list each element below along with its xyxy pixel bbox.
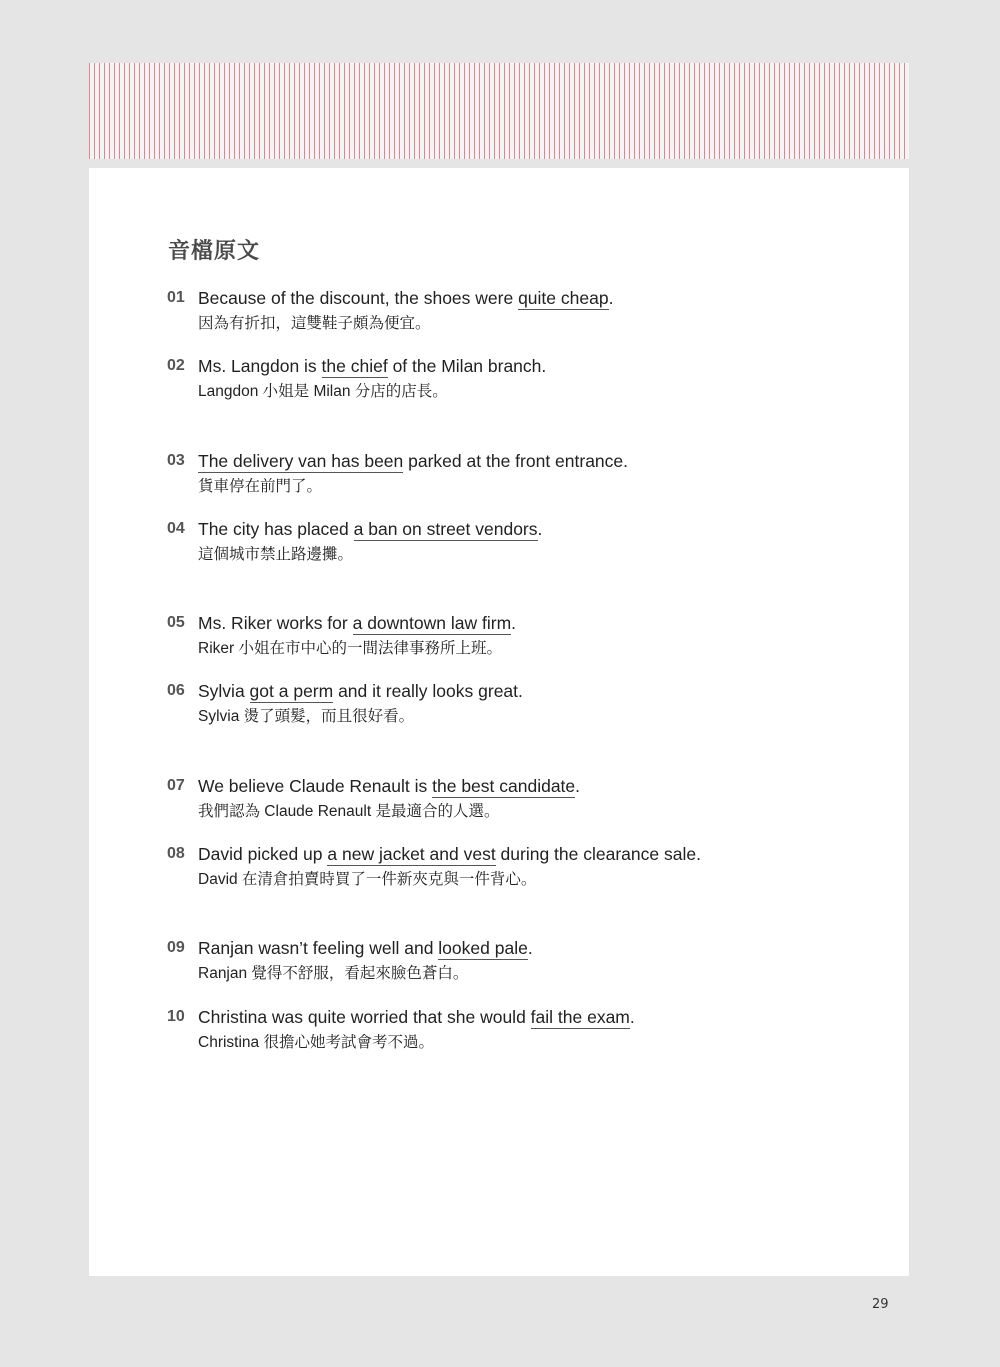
sentence-text: .: [575, 776, 581, 796]
english-sentence: [198, 355, 546, 378]
item-number: 06: [167, 682, 185, 699]
sentence-item: [89, 843, 909, 903]
sentence-text: Ranjan wasn’t feeling well and: [198, 938, 439, 958]
sentence-item: [89, 680, 909, 740]
item-number: 03: [167, 452, 185, 469]
item-number: 02: [167, 357, 185, 374]
english-sentence: [198, 518, 542, 541]
sentence-text: .: [608, 288, 614, 308]
chinese-translation: David 在清倉拍賣時買了一件新夾克與一件背心。: [198, 871, 537, 888]
sentence-text: .: [511, 613, 517, 633]
sentence-item: [89, 450, 909, 510]
item-number: 07: [167, 777, 185, 794]
sentence-text: Sylvia: [198, 681, 250, 701]
sentence-text: Ms. Riker works for: [198, 613, 353, 633]
sentence-text: and it really looks great.: [333, 681, 523, 701]
sentence-item: [89, 1006, 909, 1066]
sentence-text: Because of the discount, the shoes were: [198, 288, 519, 308]
english-sentence: [198, 680, 523, 703]
sentence-text: We believe Claude Renault is: [198, 776, 433, 796]
sentence-text: parked at the front entrance.: [403, 451, 629, 471]
chinese-translation: Ranjan 覺得不舒服，看起來臉色蒼白。: [198, 965, 469, 982]
underlined-answer: The delivery van has been: [198, 451, 404, 471]
sentence-text: David picked up: [198, 844, 328, 864]
sentence-text: during the clearance sale.: [495, 844, 701, 864]
underlined-answer: got a perm: [249, 681, 334, 701]
sentence-item: [89, 937, 909, 997]
sentence-list: [89, 168, 909, 1276]
item-number: 01: [167, 289, 185, 306]
page-number: 29: [872, 1297, 889, 1312]
sentence-text: .: [537, 519, 543, 539]
item-number: 08: [167, 845, 185, 862]
sentence-item: [89, 287, 909, 347]
english-sentence: [198, 1006, 635, 1029]
english-sentence: [198, 612, 516, 635]
sentence-text: Christina was quite worried that she would: [198, 1007, 531, 1027]
underlined-answer: a ban on street vendors: [353, 519, 538, 539]
english-sentence: [198, 843, 701, 866]
item-number: 10: [167, 1008, 185, 1025]
chinese-translation: Riker 小姐在市中心的一間法律事務所上班。: [198, 640, 502, 657]
chinese-translation: 因為有折扣，這雙鞋子頗為便宜。: [198, 315, 431, 332]
chinese-translation: 貨車停在前門了。: [198, 478, 323, 495]
item-number: 05: [167, 614, 185, 631]
underlined-answer: looked pale: [438, 938, 528, 958]
english-sentence: [198, 450, 628, 473]
chinese-translation: Sylvia 燙了頭髮，而且很好看。: [198, 708, 415, 725]
sentence-text: .: [629, 1007, 635, 1027]
underlined-answer: quite cheap: [518, 288, 609, 308]
sentence-text: .: [527, 938, 533, 958]
sentence-text: The city has placed: [198, 519, 354, 539]
content-page: [89, 168, 909, 1276]
chinese-translation: 這個城市禁止路邊攤。: [198, 546, 354, 563]
chinese-translation: Christina 很擔心她考試會考不過。: [198, 1034, 434, 1051]
sentence-item: [89, 355, 909, 415]
underlined-answer: fail the exam: [530, 1007, 630, 1027]
english-sentence: [198, 937, 533, 960]
english-sentence: [198, 287, 613, 310]
sentence-text: Ms. Langdon is: [198, 356, 322, 376]
chinese-translation: Langdon 小姐是 Milan 分店的店長。: [198, 383, 448, 400]
underlined-answer: the best candidate: [432, 776, 576, 796]
underlined-answer: a new jacket and vest: [327, 844, 496, 864]
sentence-item: [89, 775, 909, 835]
section-title: 音檔原文: [168, 238, 261, 263]
underlined-answer: the chief: [321, 356, 388, 376]
chinese-translation: 我們認為 Claude Renault 是最適合的人選。: [198, 803, 500, 820]
sentence-item: [89, 518, 909, 578]
english-sentence: [198, 775, 580, 798]
item-number: 09: [167, 939, 185, 956]
underlined-answer: a downtown law firm: [352, 613, 512, 633]
sentence-item: [89, 612, 909, 672]
item-number: 04: [167, 520, 185, 537]
decorative-stripe-header: [89, 63, 909, 159]
sentence-text: of the Milan branch.: [387, 356, 547, 376]
